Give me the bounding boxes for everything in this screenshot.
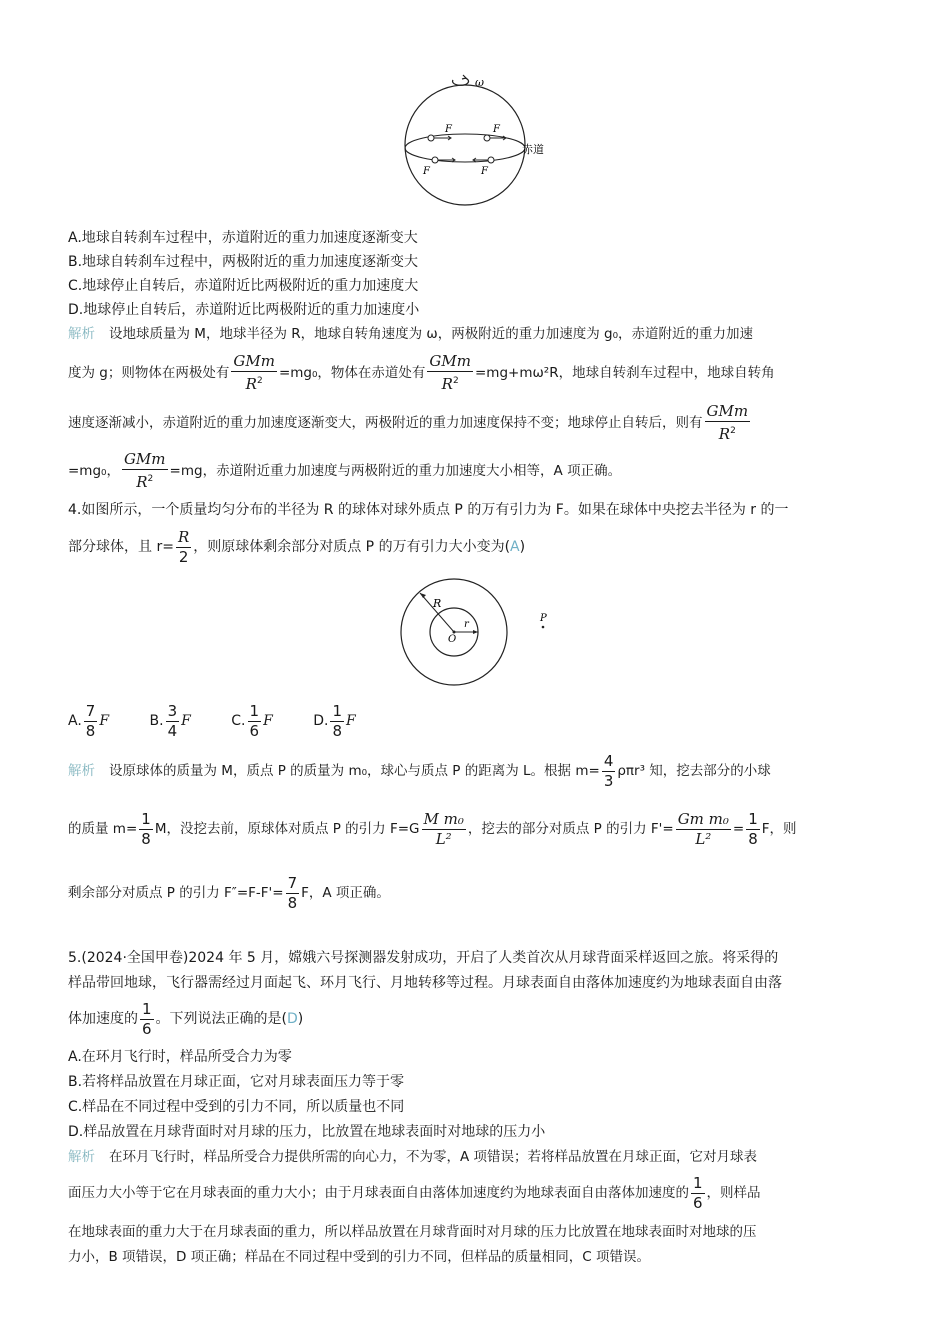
radius-r-label: r xyxy=(464,619,469,630)
q4-stem-line-2: 部分球体，且 r= $\frac{R}{2}$ ，则原球体剩余部分对质点 P 的万有引力大小变为(A) xyxy=(68,527,526,566)
fraction-gmm-r2: $\frac{\text{GMm}}{R^2}$ xyxy=(123,450,166,491)
force-label-3: F xyxy=(423,166,430,177)
analysis-label: 解析 xyxy=(68,326,95,342)
q5-analysis-line-1: 解析 在环月飞行时，样品所受合力提供所需的向心力，不为零，A 项错误；若将样品放置在月球正面，它对月球表 xyxy=(68,1149,758,1165)
radius-R-label: R xyxy=(433,597,442,610)
q5-option-c: C.样品在不同过程中受到的引力不同，所以质量也不同 xyxy=(68,1099,405,1115)
q3-analysis-line-3: 速度逐渐减小，赤道附近的重力加速度逐渐变大，两极附近的重力加速度保持不变；地球停止自转后，则有 $\frac{\text{GMm}}{R^2}$ xyxy=(68,402,749,443)
q5-analysis-line-2: 面压力大小等于它在月球表面的重力大小；由于月球表面自由落体加速度约为地球表面自由落体加速度的 $\frac{1}{6}$ ，则样品 xyxy=(68,1173,761,1212)
fraction-gmm-r2: $\frac{\text{GMm}}{R^2}$ xyxy=(429,352,471,393)
force-label-4: F xyxy=(481,166,488,177)
q5-stem-line-1: 5.(2024·全国甲卷)2024 年 5 月，嫦娥六号探测器发射成功，开启了人类首次从月球背面采样返回之旅。将采得的 xyxy=(68,950,779,966)
rotation-arrow-icon xyxy=(453,78,469,85)
force-label-1: F xyxy=(445,124,452,135)
fraction-r-over-2: $\frac{R}{2}$ xyxy=(177,527,190,566)
q4-analysis-line-2: 的质量 m= $\frac{1}{8}$ M，没挖去前，原球体对质点 P 的引力 F=G $\frac{\text{M m₀}}{\text{L²}}$ ，挖去的部分对质点 P 的引力 F'= $\frac{\text{Gm m₀}}{\text{L²}}$ = $\frac{1}{8}$ F，则 xyxy=(68,809,797,848)
equator-ellipse xyxy=(405,134,525,162)
point-P xyxy=(542,626,545,629)
q5-stem-line-3: 体加速度的 $\frac{1}{6}$ 。下列说法正确的是(D) xyxy=(68,999,304,1038)
q4-options xyxy=(68,698,884,744)
analysis-label: 解析 xyxy=(68,763,95,779)
q5-answer: D xyxy=(287,1011,298,1027)
q3-analysis-line-4: =mg₀， $\frac{\text{GMm}}{R^2}$ =mg，赤道附近重力加速度与两极附近的重力加速度大小相等，A 项正确。 xyxy=(68,450,622,491)
q4-stem-line-1: 4.如图所示，一个质量均匀分布的半径为 R 的球体对球外质点 P 的万有引力为 F。如果在球体中央挖去半径为 r 的一 xyxy=(68,502,789,518)
q3-option-d: D.地球停止自转后，赤道附近比两极附近的重力加速度小 xyxy=(68,302,420,318)
analysis-label: 解析 xyxy=(68,1149,95,1165)
point-P-label: P xyxy=(540,613,547,624)
q5-stem-line-2: 样品带回地球，飞行器需经过月面起飞、环月飞行、月地转移等过程。月球表面自由落体加速度约为地球表面自由落 xyxy=(68,975,782,991)
q5-option-a: A.在环月飞行时，样品所受合力为零 xyxy=(68,1049,292,1065)
sphere-cavity-figure xyxy=(398,575,568,689)
earth-circle xyxy=(405,85,525,205)
omega-label: ω xyxy=(475,76,484,89)
equator-label: 赤道 xyxy=(522,143,544,156)
earth-rotation-figure xyxy=(395,70,565,210)
center-O-label: O xyxy=(448,634,457,645)
q3-analysis-line-2: 度为 g；则物体在两极处有 $\frac{\text{GMm}}{R^2}$ =mg₀，物体在赤道处有 $\frac{\text{GMm}}{R^2}$ =mg+mω²R，地球自转刹车过程中，地球自转角 xyxy=(68,352,775,393)
q4-answer: A xyxy=(510,539,520,555)
q3-option-c: C.地球停止自转后，赤道附近比两极附近的重力加速度大 xyxy=(68,278,419,294)
q4-option-b: B. $\frac{3}{4}$ F xyxy=(149,701,191,740)
q5-analysis-line-3: 在地球表面的重力大于在月球表面的重力，所以样品放置在月球背面时对月球的压力比放置在地球表面时对地球的压 xyxy=(68,1224,757,1240)
fraction-gmm-r2: $\frac{\text{GMm}}{R^2}$ xyxy=(233,352,275,393)
q5-option-d: D.样品放置在月球背面时对月球的压力，比放置在地球表面时对地球的压力小 xyxy=(68,1124,546,1140)
q4-option-d: D. $\frac{1}{8}$ F xyxy=(313,701,356,740)
q4-option-a: A. $\frac{7}{8}$ F xyxy=(68,701,110,740)
q5-analysis-line-4: 力小，B 项错误，D 项正确；样品在不同过程中受到的引力不同，但样品的质量相同，C 项错误。 xyxy=(68,1249,650,1265)
q5-option-b: B.若将样品放置在月球正面，它对月球表面压力等于零 xyxy=(68,1074,405,1090)
force-label-2: F xyxy=(493,124,500,135)
q4-analysis-line-3: 剩余部分对质点 P 的引力 F″=F-F'= $\frac{7}{8}$ F，A 项正确。 xyxy=(68,873,390,912)
q3-analysis-line-1: 解析 设地球质量为 M，地球半径为 R，地球自转角速度为 ω，两极附近的重力加速度为 g₀，赤道附近的重力加速 xyxy=(68,326,753,342)
q4-option-c: C. $\frac{1}{6}$ F xyxy=(231,701,273,740)
fraction-gmm-r2: $\frac{\text{GMm}}{R^2}$ xyxy=(706,402,749,443)
q4-analysis-line-1: 解析 设原球体的质量为 M，质点 P 的质量为 m₀，球心与质点 P 的距离为 L。根据 m= $\frac{4}{3}$ ρπr³ 知，挖去部分的小球 xyxy=(68,751,771,790)
q3-option-a: A.地球自转刹车过程中，赤道附近的重力加速度逐渐变大 xyxy=(68,230,418,246)
q3-option-b: B.地球自转刹车过程中，两极附近的重力加速度逐渐变大 xyxy=(68,254,419,270)
